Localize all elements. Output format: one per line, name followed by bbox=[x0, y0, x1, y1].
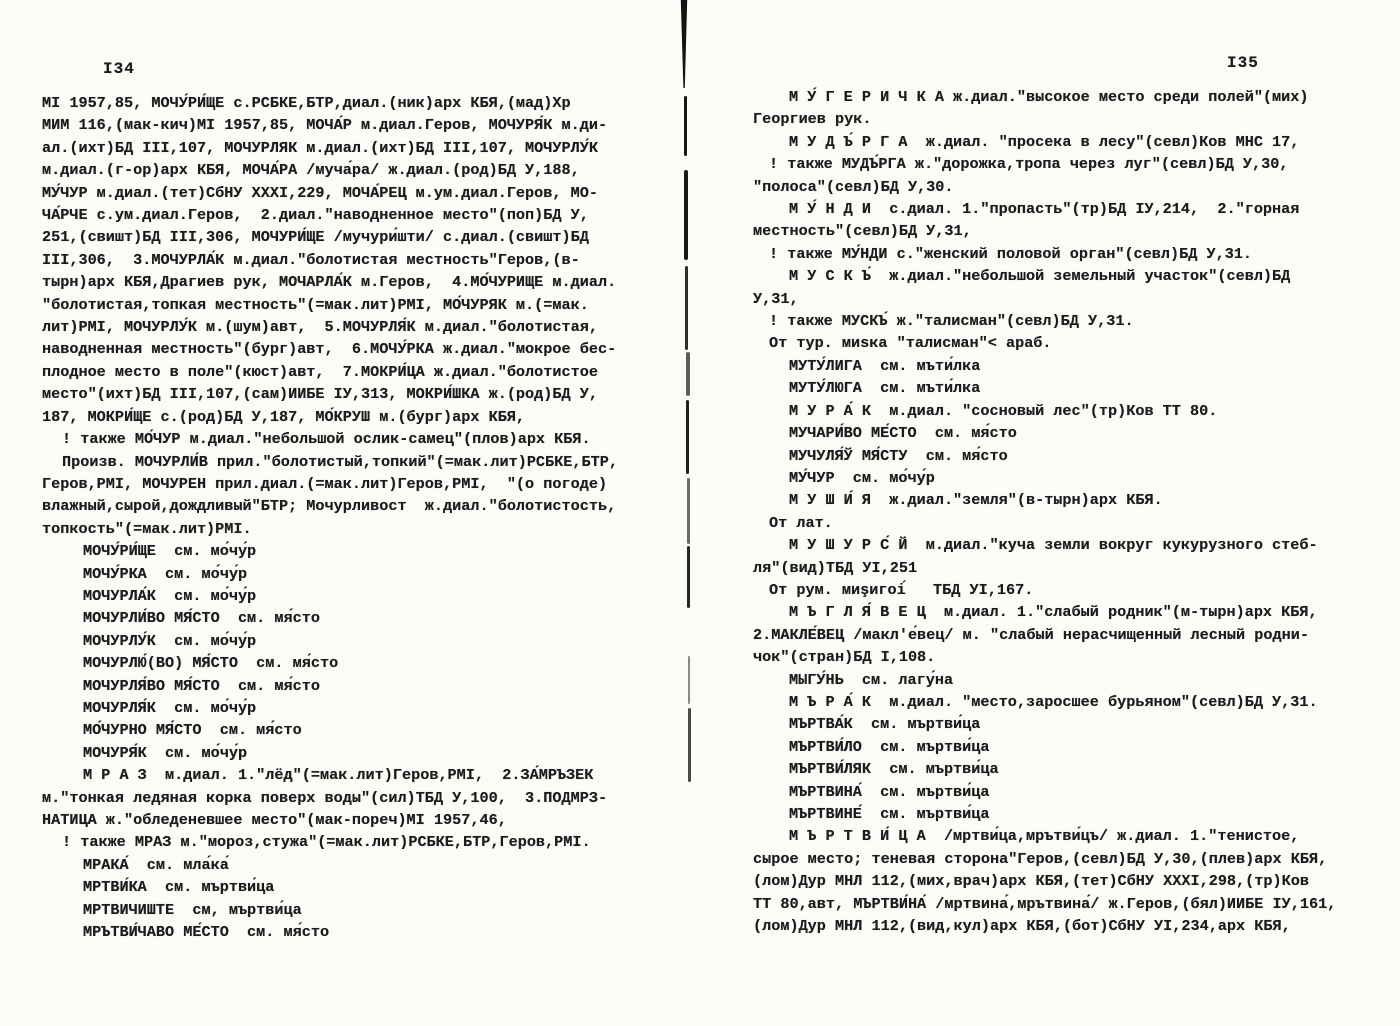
text-line: МОЧУРЛИ́ВО МЯ́СТО см. мя́сто bbox=[83, 609, 320, 628]
text-line: (лом)Дур МНЛ 112,(вид,кул)арх КБЯ,(бот)СбНУ УІ,234,арх КБЯ, bbox=[753, 917, 1291, 936]
text-line: М Ъ Р А́ К м.диал. "место,заросшее бурьяном"(севл)БД У,31. bbox=[789, 692, 1318, 711]
text-line: М Ъ Р Т В И́ Ц А /мртви́ца,мрътви́цъ/ ж.диал. 1."тенистое, bbox=[789, 827, 1300, 846]
text-line: ЧА́РЧЕ с.ум.диал.Геров, 2.диал."наводненное место"(поп)БД У, bbox=[42, 206, 589, 225]
text-line: МЪРТВИ́ЛЯК см. мъртви́ца bbox=[789, 760, 999, 779]
text-line: М Р А З м.диал. 1."лёд"(=мак.лит)Геров,РМІ, 2.ЗА́МРЪЗЕК bbox=[83, 766, 594, 785]
text-line: чок"(стран)БД І,108. bbox=[753, 648, 936, 667]
text-line: МУТУ́ЛЮГА см. мъти́лка bbox=[789, 379, 981, 398]
text-line: "полоса"(севл)БД У,30. bbox=[753, 177, 954, 196]
text-line: III,306, 3.МОЧУРЛА́К м.диал."болотистая местность"Геров,(в- bbox=[42, 250, 580, 269]
text-line: МЪРТВИНЕ́ см. мъртви́ца bbox=[789, 805, 990, 823]
text-line: МУЧУЛЯ́Ў МЯ́СТУ см. мя́сто bbox=[789, 446, 1008, 465]
text-line: От тур. миsка "талисман"< араб. bbox=[769, 334, 1052, 353]
text-line: НАТИЦА ж."обледеневшее место"(мак-пореч)МІ 1957,46, bbox=[42, 811, 507, 829]
text-line: М У Ш И́ Я ж.диал."земля"(в-тырн)арх КБЯ. bbox=[789, 491, 1163, 510]
text-line: ал.(ихт)БД III,107, МОЧУРЛЯК м.диал.(ихт)БД III,107, МОЧУРЛУ́К bbox=[42, 138, 598, 157]
text-line: МЫГУ́НЬ см. лагу́на bbox=[789, 670, 954, 689]
text-line: ! также МО́ЧУР м.диал."небольшой ослик-самец"(плов)арх КБЯ. bbox=[62, 430, 591, 449]
text-line: местность"(севл)БД У,31, bbox=[753, 222, 972, 241]
text-line: МЪРТВА́К см. мъртви́ца bbox=[789, 715, 981, 734]
text-line: м.диал.(г-ор)арх КБЯ, МОЧА́РА /муча́ра/ ж.диал.(род)БД У,188, bbox=[42, 161, 580, 180]
text-line: МОЧУРЯ́К см. мо́чу́р bbox=[83, 743, 248, 762]
text-line: МРАКА́ см. мла́ка́ bbox=[83, 855, 229, 874]
binding-shadow-segment bbox=[688, 656, 690, 704]
text-line: ! также МУДЪ́РГА ж."дорожка,тропа через луг"(севл)БД У,30, bbox=[769, 155, 1289, 174]
text-line: Георгиев рук. bbox=[753, 110, 872, 129]
text-line: М У́ Н Д И с.диал. 1."пропасть"(тр)БД ІУ,214, 2."горная bbox=[789, 200, 1300, 219]
binding-shadow-segment bbox=[685, 266, 688, 350]
text-line: От лат. bbox=[769, 513, 833, 532]
text-line: топкость"(=мак.лит)РМІ. bbox=[42, 519, 252, 538]
binding-shadow-segment bbox=[687, 546, 690, 608]
text-line: МИМ 116,(мак-кич)МІ 1957,85, МОЧА́Р м.диал.Геров, МОЧУРЯ́К м.ди- bbox=[42, 116, 608, 135]
text-line: МУ́ЧУР м.диал.(тет)СбНУ XXXI,229, МОЧА́РЕЦ м.ум.диал.Геров, МО- bbox=[42, 183, 598, 202]
text-line: МОЧУ́РКА см. мо́чу́р bbox=[83, 564, 248, 583]
text-line: М У Р А́ К м.диал. "сосновый лес"(тр)Ков ТТ 80. bbox=[789, 401, 1218, 420]
text-line: лит)РМІ, МОЧУРЛУ́К м.(шум)авт, 5.МОЧУРЛЯ́К м.диал."болотистая, bbox=[42, 318, 598, 337]
page-135-text-column bbox=[753, 86, 1363, 937]
text-line: М У́ Г Е Р И Ч К А ж.диал."высокое место среди полей"(мих) bbox=[789, 88, 1309, 106]
binding-shadow-segment bbox=[686, 400, 689, 474]
text-line: МОЧУ́РИ́ЩЕ см. мо́чу́р bbox=[83, 542, 257, 561]
binding-shadow-segment bbox=[684, 96, 687, 156]
binding-shadow-segment bbox=[688, 708, 691, 782]
text-line: ТТ 80,авт, МЪРТВИ́НА́ /мртвина́,мрътвина́/ ж.Геров,(бял)ИИБЕ ІУ,161, bbox=[753, 894, 1337, 913]
text-line: МОЧУРЛЯ́К см. мо́чу́р bbox=[83, 698, 257, 717]
text-line: ля"(вид)ТБД УІ,251 bbox=[753, 558, 918, 577]
text-line: М У Ш У Р С́ Й м.диал."куча земли вокруг кукурузного стеб- bbox=[789, 536, 1318, 555]
text-line: Геров,РМІ, МОЧУРЕН прил.диал.(=мак.лит)Геров,РМІ, "(о погоде) bbox=[42, 474, 608, 493]
text-line: От рум. миşигоі́ ТБД УІ,167. bbox=[769, 580, 1034, 599]
binding-shadow-segment bbox=[687, 478, 690, 544]
text-line: место"(ихт)БД III,107,(сам)ИИБЕ ІУ,313, МОКРИ́ШКА ж.(род)БД У, bbox=[42, 385, 598, 404]
text-line: Произв. МОЧУРЛИ́В прил."болотистый,топкий"(=мак.лит)РСБКЕ,БТР, bbox=[62, 452, 618, 471]
text-line: МОЧУРЛА́К см. мо́чу́р bbox=[83, 586, 257, 605]
text-line: влажный,сырой,дождливый"БТР; Мочурливост ж.диал."болотистость, bbox=[42, 497, 617, 516]
text-line: МОЧУРЛЯ́ВО МЯ́СТО см. мя́сто bbox=[83, 676, 320, 695]
text-line: 2.МАКЛЕ́ВЕЦ /макл'е́вец/ м. "слабый нерасчищенный лесный родни- bbox=[753, 625, 1309, 644]
binding-shadow-wedge bbox=[679, 0, 689, 88]
text-line: сырое место; теневая сторона"Геров,(севл)БД У,30,(плев)арх КБЯ, bbox=[753, 849, 1328, 868]
text-line: МРТВИЧИШТЕ см, мъртви́ца bbox=[83, 900, 302, 919]
text-line: тырн)арх КБЯ,Драгиев рук, МОЧАРЛА́К м.Геров, 4.МО́ЧУРИЩЕ м.диал. bbox=[42, 273, 617, 292]
text-line: МРЪТВИ́ЧАВО МЕ́СТО см. мя́сто bbox=[83, 923, 330, 942]
text-line: ! также МРАЗ м."мороз,стужа"(=мак.лит)РСБКЕ,БТР,Геров,РМІ. bbox=[62, 833, 591, 852]
text-line: МУТУ́ЛИГА см. мъти́лка bbox=[789, 356, 981, 375]
binding-shadow-segment bbox=[686, 352, 690, 396]
text-line: У,31, bbox=[753, 289, 799, 308]
text-line: МОЧУРЛУ́К см. мо́чу́р bbox=[83, 631, 257, 650]
text-line: МУЧАРИ́ВО МЕ́СТО см. мя́сто bbox=[789, 424, 1017, 443]
text-line: "болотистая,топкая местность"(=мак.лит)РМІ, МО́ЧУРЯК м.(=мак. bbox=[42, 295, 589, 314]
text-line: МО́ЧУРНО МЯ́СТО см. мя́сто bbox=[83, 721, 302, 740]
binding-shadow-segment bbox=[684, 170, 688, 260]
text-line: МЪРТВИ́ЛО см. мъртви́ца bbox=[789, 737, 990, 756]
page-number-135: I35 bbox=[1227, 54, 1259, 72]
page-number-134: I34 bbox=[103, 60, 135, 78]
text-line: (лом)Дур МНЛ 112,(мих,врач)арх КБЯ,(тет)СбНУ XXXI,298,(тр)Ков bbox=[753, 872, 1309, 891]
text-line: плодное место в поле"(кюст)авт, 7.МОКРИ́ЦА ж.диал."болотистое bbox=[42, 362, 598, 381]
text-line: МОЧУРЛЮ́(ВО) МЯ́СТО см. мя́сто bbox=[83, 654, 339, 673]
text-line: М У Д Ъ́ Р Г А ж.диал. "просека в лесу"(севл)Ков МНС 17, bbox=[789, 132, 1300, 151]
text-line: М У С К Ъ́ ж.диал."небольшой земельный участок"(севл)БД bbox=[789, 267, 1291, 286]
text-line: МІ 1957,85, МОЧУ́РИ́ЩЕ с.РСБКЕ,БТР,диал.(ник)арх КБЯ,(мад)Хр bbox=[42, 94, 571, 112]
text-line: м."тонкая ледяная корка поверх воды"(сил)ТБД У,100, 3.ПОДМРЗ- bbox=[42, 788, 608, 807]
text-line: ! также МУСКЪ́ ж."талисман"(севл)БД У,31. bbox=[769, 312, 1134, 331]
text-line: 187, МОКРИ́ЩЕ с.(род)БД У,187, МО́КРУШ м.(бург)арх КБЯ, bbox=[42, 407, 526, 426]
text-line: 251,(свишт)БД III,306, МОЧУРИ́ЩЕ /мучури́шти/ с.диал.(свишт)БД bbox=[42, 228, 589, 247]
text-line: М Ъ Г Л Я́ В Е Ц м.диал. 1."слабый родник"(м-тырн)арх КБЯ, bbox=[789, 603, 1318, 622]
text-line: МРТВИ́КА см. мъртви́ца bbox=[83, 878, 275, 897]
text-line: МЪРТВИНА́ см. мъртви́ца bbox=[789, 782, 990, 801]
text-line: наводненная местность"(бург)авт, 6.МОЧУ́РКА ж.диал."мокрое бес- bbox=[42, 340, 617, 359]
text-line: ! также МУ́НДИ с."женский половой орган"(севл)БД У,31. bbox=[769, 244, 1253, 263]
page-134-text-column bbox=[42, 92, 642, 943]
text-line: МУ́ЧУР см. мо́чу́р bbox=[789, 468, 935, 487]
